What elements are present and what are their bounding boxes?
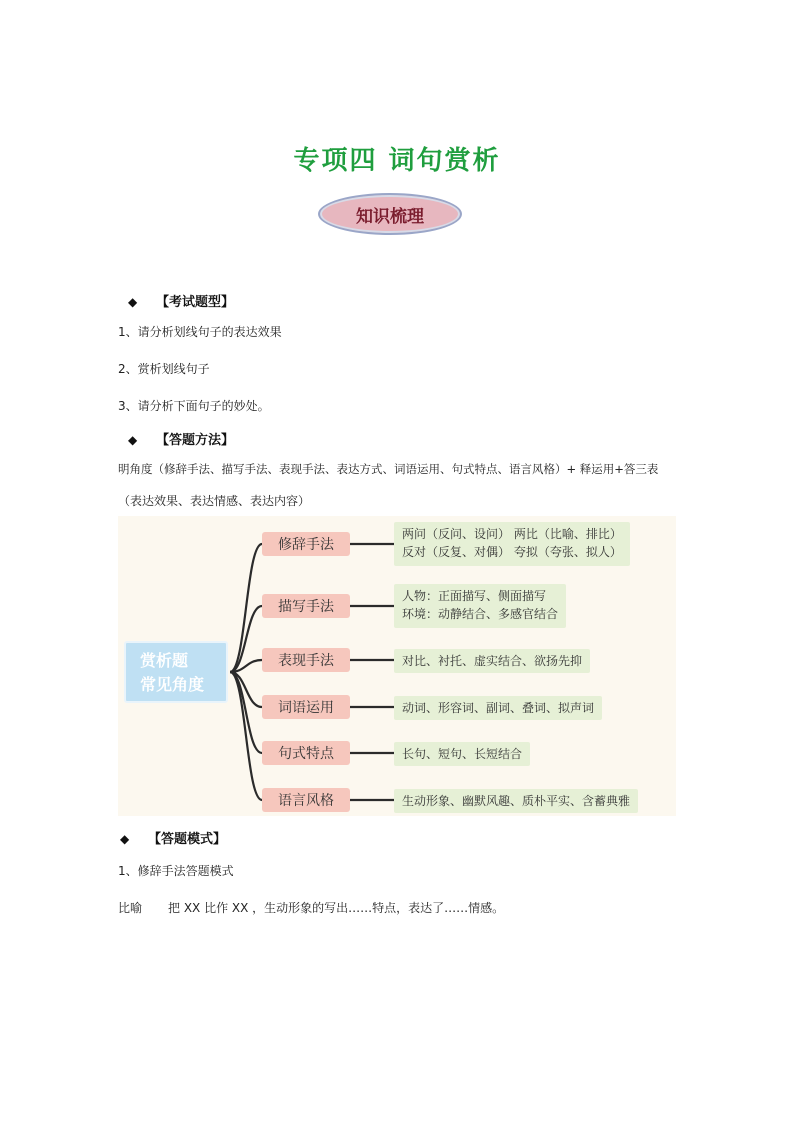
exam-type-item: 3、请分析下面句子的妙处。: [118, 399, 270, 413]
mindmap-detail: 生动形象、幽默风趣、质朴平实、含蓄典雅: [394, 789, 638, 813]
mindmap-detail-line: 人物：正面描写、侧面描写: [402, 589, 547, 603]
method-line: 明角度（修辞手法、描写手法、表现手法、表达方式、词语运用、句式特点、语言风格）+ 释运用+答三表: [118, 462, 659, 476]
example-text: 把 XX 比作 XX ，生动形象的写出……特点，表达了……情感。: [168, 901, 505, 915]
section-badge: 知识梳理: [318, 193, 462, 235]
heading-exam-types-label: 【考试题型】: [156, 295, 235, 310]
mindmap-root: [124, 641, 228, 703]
mindmap-root-line: 常见角度: [140, 675, 205, 694]
mindmap-detail: 长句、短句、长短结合: [394, 742, 530, 766]
page-title: 专项四 词句赏析: [293, 146, 501, 176]
mindmap-detail-line: 两问（反问、设问） 两比（比喻、排比）: [402, 527, 622, 541]
exam-type-item: 2、赏析划线句子: [118, 362, 210, 376]
exam-type-item: 1、请分析划线句子的表达效果: [118, 325, 282, 339]
heading-answer-method: [128, 429, 234, 448]
mindmap-detail: 动词、形容词、副词、叠词、拟声词: [394, 696, 602, 720]
mindmap-category: 词语运用: [262, 695, 350, 719]
heading-exam-types: [128, 291, 234, 310]
mindmap-detail-line: 环境：动静结合、多感官结合: [402, 607, 559, 621]
mindmap-category: 句式特点: [262, 741, 350, 765]
example-label: 比喻: [118, 901, 143, 915]
diamond-bullet-icon: ◆: [120, 832, 130, 846]
mindmap-root-line: 赏析题: [140, 651, 189, 670]
mindmap-detail: [394, 522, 630, 566]
mindmap-category: 表现手法: [262, 648, 350, 672]
heading-answer-method-label: 【答题方法】: [156, 433, 235, 448]
heading-answer-pattern: [120, 828, 226, 847]
pattern-item: 1、修辞手法答题模式: [118, 864, 234, 878]
heading-answer-pattern-label: 【答题模式】: [148, 832, 227, 847]
mindmap: [118, 516, 676, 816]
mindmap-detail: 对比、衬托、虚实结合、欲扬先抑: [394, 649, 590, 673]
mindmap-category: 语言风格: [262, 788, 350, 812]
mindmap-detail-line: 反对（反复、对偶） 夸拟（夸张、拟人）: [402, 545, 622, 559]
mindmap-category: 描写手法: [262, 594, 350, 618]
mindmap-category: 修辞手法: [262, 532, 350, 556]
diamond-bullet-icon: ◆: [128, 433, 138, 447]
diamond-bullet-icon: ◆: [128, 295, 138, 309]
method-line: （表达效果、表达情感、表达内容）: [118, 494, 311, 508]
mindmap-detail: [394, 584, 566, 628]
